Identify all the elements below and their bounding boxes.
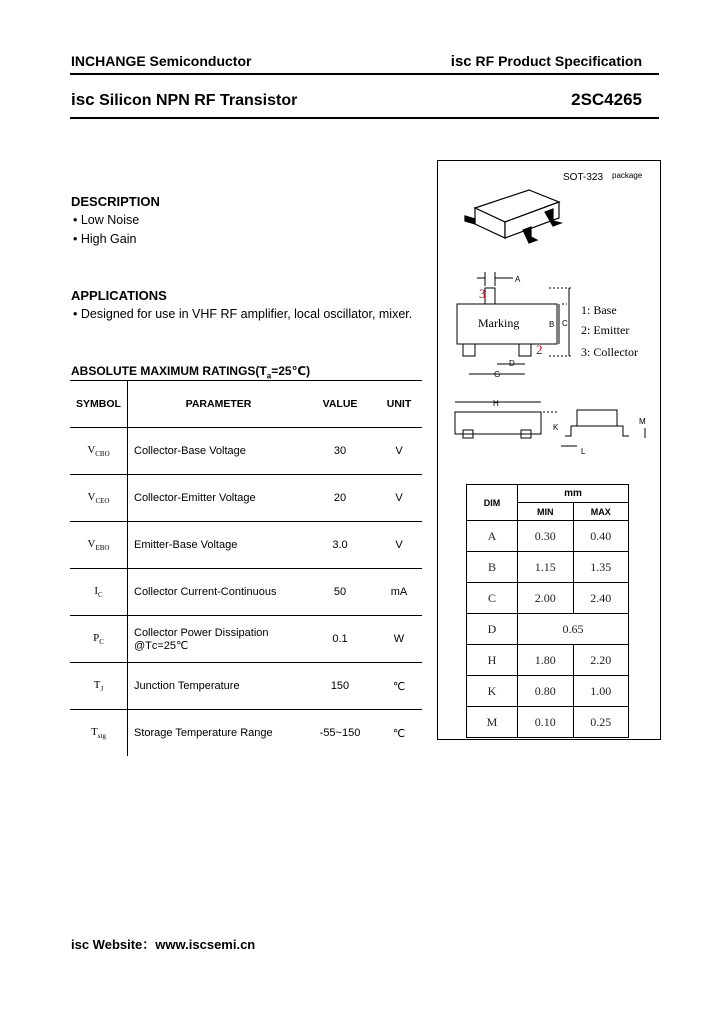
dim-label-c: C (562, 319, 568, 328)
col-symbol: SYMBOL (70, 381, 128, 428)
isc-logo-text: isc (450, 53, 472, 70)
table-row: B 1.15 1.35 (467, 552, 629, 583)
pin-legend: 3: Collector (581, 345, 638, 359)
applications-item: • Designed for use in VHF RF amplifier, local oscillator, mixer. (73, 307, 413, 321)
company-name: INCHANGE Semiconductor (71, 53, 252, 69)
table-row: $V_{CEO}$ Collector-Emitter Voltage 20 V (70, 475, 422, 522)
ratings-heading: ABSOLUTE MAXIMUM $RATINGS(T_a=25℃)$ (71, 364, 311, 381)
footer-label: isc Website： (71, 937, 156, 952)
table-header-row: MIN MAX (467, 503, 629, 521)
table-header-row (70, 381, 422, 428)
table-row: A 0.30 0.40 (467, 521, 629, 552)
package-name: SOT-323 (563, 172, 604, 183)
ratings-table (70, 380, 422, 756)
dim-label-l: L (581, 447, 586, 456)
table-row: K 0.80 1.00 (467, 676, 629, 707)
dim-label-g: G (494, 370, 501, 379)
table-row: $V_{EBO}$ Emitter-Base Voltage 3.0 V (70, 522, 422, 569)
website-link[interactable]: www.iscsemi.cn (155, 937, 256, 952)
table-row: $T_J$ Junction Temperature 150 ℃ (70, 663, 422, 710)
table-row: $P_C$ Collector Power Dissipation @Tᴄ=25℃ 0.1 W (70, 616, 422, 663)
table-row: $I_C$ Collector Current-Continuous 50 mA (70, 569, 422, 616)
pin-number-2: 2 (536, 342, 543, 357)
doc-title (71, 90, 297, 110)
spec-text: RF Product Specification (471, 53, 642, 69)
table-row: H 1.80 2.20 (467, 645, 629, 676)
pin-legend: 1: Base (581, 303, 617, 317)
description-item: • High Gain (73, 232, 137, 246)
marking-label: Marking (478, 316, 520, 330)
spec-title (451, 53, 642, 70)
col-value: VALUE (304, 381, 376, 428)
table-row: $T_{stg}$ Storage Temperature Range -55~150 ℃ (70, 710, 422, 757)
dim-label-d: D (509, 359, 515, 368)
dim-label-a: A (515, 275, 521, 284)
applications-heading: APPLICATIONS (71, 288, 167, 303)
isc-logo-text: isc (71, 90, 95, 109)
dim-label-k: K (553, 423, 559, 432)
package-3d-icon (465, 190, 561, 243)
package-drawing (437, 160, 659, 490)
table-row: M 0.10 0.25 (467, 707, 629, 738)
table-row: C 2.00 2.40 (467, 583, 629, 614)
part-number: 2SC4265 (571, 90, 642, 109)
col-unit: UNIT (376, 381, 422, 428)
table-row: D 0.65 (467, 614, 629, 645)
dim-label-h: H (493, 399, 499, 408)
dim-label-m: M (639, 417, 646, 426)
title-text: Silicon NPN RF Transistor (94, 92, 298, 109)
footer-website (71, 934, 255, 953)
dimensions-table (466, 484, 629, 738)
package-name-suffix: package (612, 171, 643, 180)
description-heading: DESCRIPTION (71, 194, 160, 209)
description-item: • Low Noise (73, 213, 140, 227)
col-parameter: PARAMETER (128, 381, 305, 428)
pin-number-3: 3 (479, 286, 486, 301)
dim-label-b: B (549, 320, 555, 329)
table-header-row: DIM mm (467, 485, 629, 503)
package-side-view (455, 402, 645, 446)
header-rule-bottom (70, 117, 659, 119)
table-row: $V_{CBO}$ Collector-Base Voltage 30 V (70, 428, 422, 475)
pin-legend: 2: Emitter (581, 323, 630, 337)
header-rule-top (70, 73, 659, 75)
